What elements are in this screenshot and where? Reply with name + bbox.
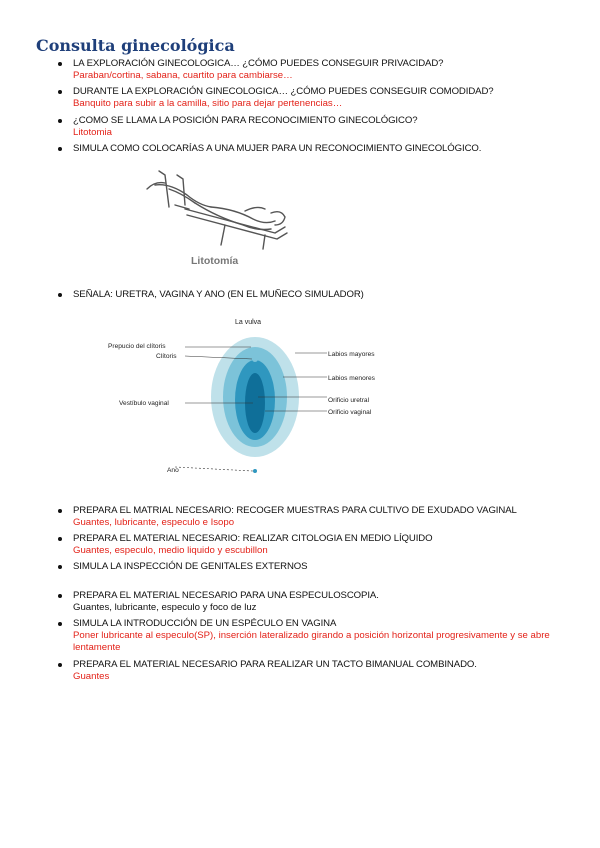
label-clitoris: Clítoris	[156, 353, 177, 360]
answer-text: Guantes	[73, 671, 110, 682]
answer-text: Guantes, especulo, medio liquido y escubillon	[73, 545, 268, 556]
question-text: LA EXPLORACIÓN GINECOLOGICA… ¿CÓMO PUEDES CONSEGUIR PRIVACIDAD?	[73, 58, 444, 69]
list-item	[73, 533, 432, 557]
label-orificio-uretral: Orificio uretral	[328, 397, 370, 404]
question-text: PREPARA EL MATERIAL NECESARIO: REALIZAR CITOLOGIA EN MEDIO LÍQUIDO	[73, 533, 433, 544]
list-item	[73, 58, 443, 82]
clitoris-shape	[252, 356, 258, 362]
label-vestibulo: Vestíbulo vaginal	[119, 400, 169, 407]
answer-text: Guantes, lubricante, especulo y foco de luz	[73, 602, 257, 613]
list-item	[73, 590, 379, 614]
list-item	[73, 561, 307, 573]
question-text: ¿COMO SE LLAMA LA POSICIÓN PARA RECONOCIMIENTO GINECOLÓGICO?	[73, 115, 418, 126]
label-ano: Ano	[167, 467, 179, 474]
answer-text: Paraban/cortina, sabana, cuartito para cambiarse…	[73, 70, 293, 81]
answer-text: Poner lubricante al especulo(SP), inserción lateralizado girando a posición horizontal progresivamente y se abre lentamente	[73, 630, 550, 653]
list-item	[73, 86, 494, 110]
answer-text: Guantes, lubricante, especulo e Isopo	[73, 517, 235, 528]
question-text: PREPARA EL MATRIAL NECESARIO: RECOGER MUESTRAS PARA CULTIVO DE EXUDADO VAGINAL	[73, 505, 517, 516]
question-text: SIMULA COMO COLOCARÍAS A UNA MUJER PARA UN RECONOCIMIENTO GINECOLÓGICO.	[73, 143, 482, 154]
question-text: SIMULA LA INSPECCIÓN DE GENITALES EXTERNOS	[73, 561, 308, 572]
label-orificio-vaginal: Orificio vaginal	[328, 409, 372, 416]
label-labios-menores: Labios menores	[328, 375, 375, 382]
question-text: DURANTE LA EXPLORACIÓN GINECOLOGICA… ¿CÓMO PUEDES CONSEGUIR COMODIDAD?	[73, 86, 494, 97]
list-item	[73, 659, 477, 683]
page-title: Consulta ginecológica	[36, 36, 235, 55]
diagram-title: La vulva	[235, 319, 262, 326]
answer-text: Banquito para subir a la camilla, sitio para dejar pertenencias…	[73, 98, 343, 109]
question-text: PREPARA EL MATERIAL NECESARIO PARA REALIZAR UN TACTO BIMANUAL COMBINADO.	[73, 659, 477, 670]
figure-caption: Litotomía	[191, 255, 239, 267]
vulva-diagram	[105, 315, 405, 480]
list-item	[73, 505, 517, 529]
answer-text: Litotomia	[73, 127, 112, 138]
label-prepucio: Prepucio del clítoris	[108, 343, 166, 350]
list-item	[73, 618, 563, 654]
list-item	[73, 289, 364, 301]
question-text: SEÑALA: URETRA, VAGINA Y ANO (EN EL MUÑECO SIMULADOR)	[73, 289, 364, 300]
list-item	[73, 115, 417, 139]
label-labios-mayores: Labios mayores	[328, 351, 375, 358]
question-text: SIMULA LA INTRODUCCIÓN DE UN ESPÉCULO EN VAGINA	[73, 618, 337, 629]
question-text: PREPARA EL MATERIAL NECESARIO PARA UNA ESPECULOSCOPIA.	[73, 590, 379, 601]
lithotomy-figure	[125, 165, 297, 270]
list-item	[73, 143, 481, 155]
ano-shape	[253, 469, 257, 473]
